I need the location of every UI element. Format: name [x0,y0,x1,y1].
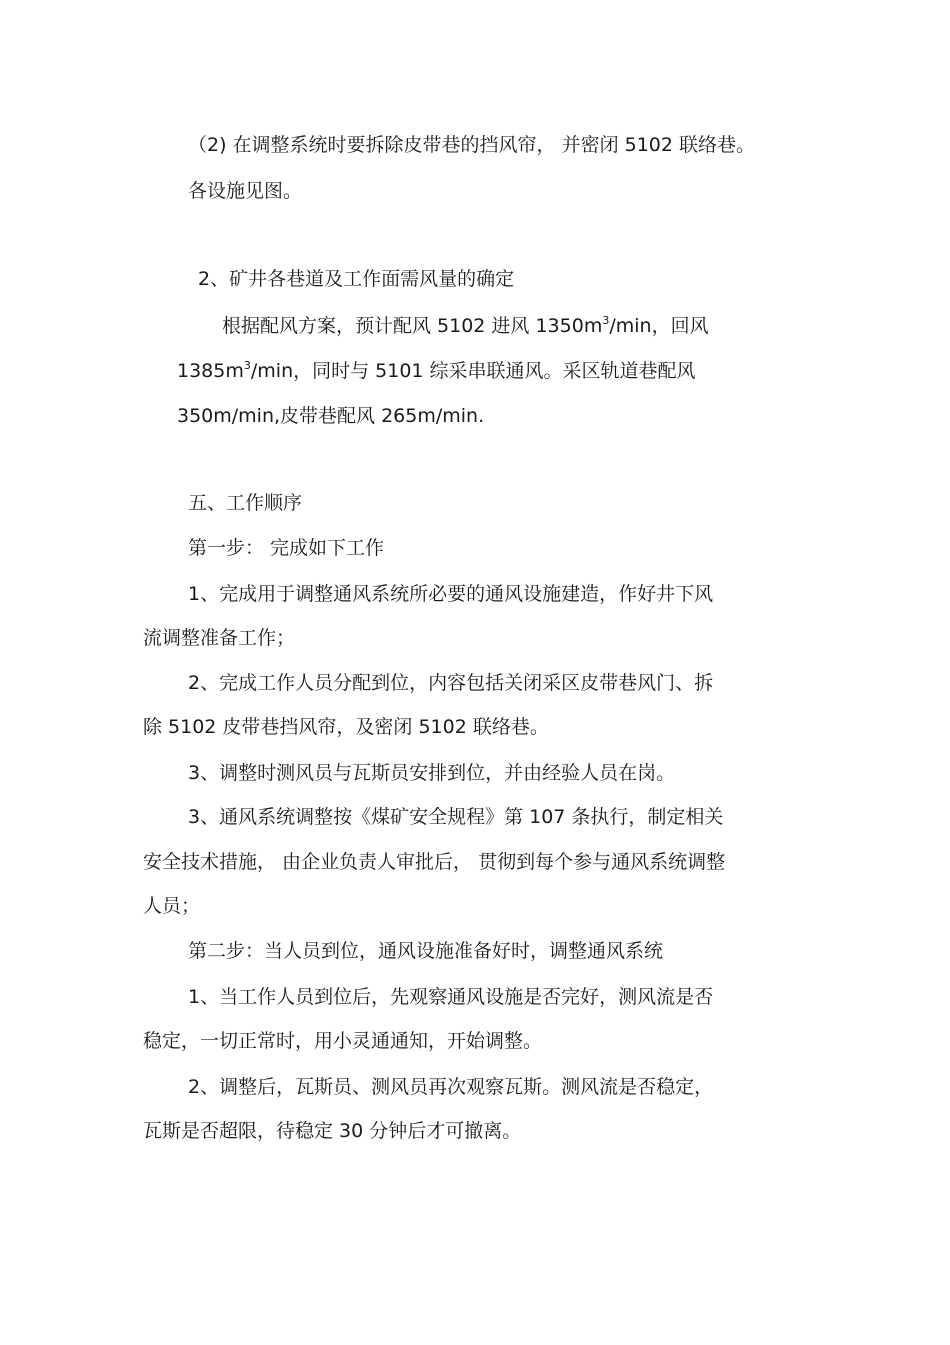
text-line: 2、完成工作人员分配到位，内容包括关闭采区皮带巷风门、拆 [188,672,714,694]
step-heading: 第二步：当人员到位，通风设施准备好时，调整通风系统 [188,940,664,962]
text-line: 1、完成用于调整通风系统所必要的通风设施建造，作好井下风 [188,583,714,605]
text-line: 各设施见图。 [188,180,303,202]
text-line: $1385m^3/\min$，同时与 5101 综采串联通风。采区轨道巷配风 [177,359,696,382]
text-line: （2) 在调整系统时要拆除皮带巷的挡风帘， 并密闭 5102 联络巷。 [188,134,756,156]
text-line: 稳定，一切正常时，用小灵通通知，开始调整。 [143,1030,543,1052]
text-line: 除 5102 皮带巷挡风帘，及密闭 5102 联络巷。 [143,716,549,738]
section-heading: 五、工作顺序 [188,492,303,514]
text-line: 2、调整后，瓦斯员、测风员再次观察瓦斯。测风流是否稳定， [188,1076,714,1098]
text-line: 流调整准备工作； [143,627,296,649]
text-line: 瓦斯是否超限，待稳定 30 分钟后才可撤离。 [143,1120,522,1142]
text-line: 350m/min,皮带巷配风 265m/min. [177,405,485,427]
text-line: 安全技术措施， 由企业负责人审批后， 贯彻到每个参与通风系统调整 [143,851,726,873]
section-heading: 2、矿井各巷道及工作面需风量的确定 [198,268,515,290]
text-line: 人员； [143,895,201,917]
step-heading: 第一步： 完成如下工作 [188,537,385,559]
text-line: 3、通风系统调整按《煤矿安全规程》第 107 条执行，制定相关 [188,806,724,828]
text-line: 3、调整时测风员与瓦斯员安排到位，并由经验人员在岗。 [188,762,676,784]
text-line: 1、当工作人员到位后，先观察通风设施是否完好，测风流是否 [188,986,714,1008]
text-line: 根据配风方案，预计配风 5102 进风 $1350m^3/\min$，回风 [222,314,709,337]
